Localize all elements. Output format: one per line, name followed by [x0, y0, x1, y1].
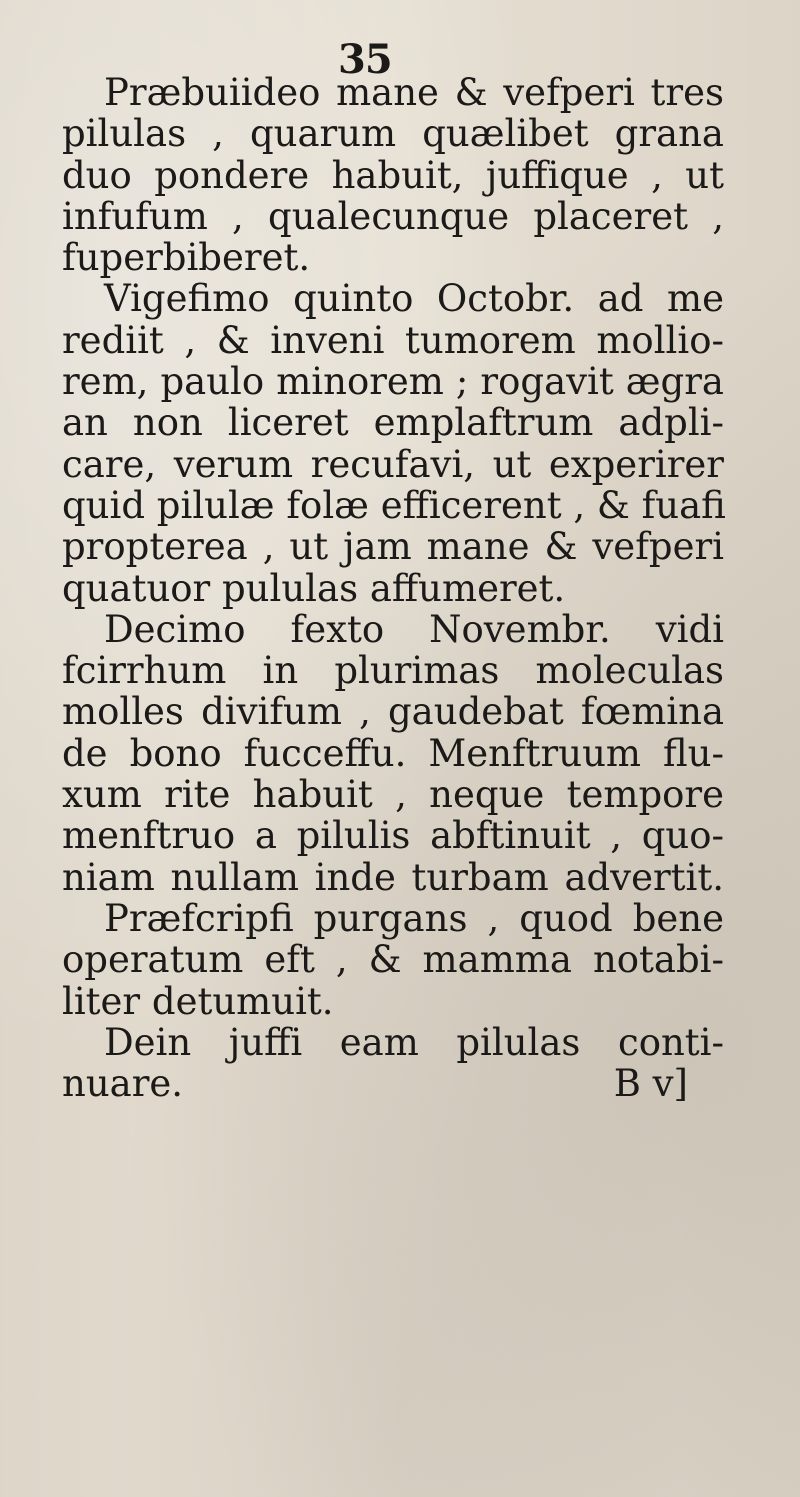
- text-line: Vigefimo quinto Octobr. ad me: [104, 277, 724, 321]
- text-line: de bono fucceffu. Menftruum flu-: [62, 731, 724, 775]
- text-line: liter detumuit.: [62, 979, 334, 1023]
- text-line: pilulas , quarum quælibet grana: [62, 112, 724, 156]
- text-line: quatuor pululas affumeret.: [62, 566, 566, 610]
- last-word: nuare.: [62, 1062, 184, 1106]
- text-line: fuperbiberet.: [62, 236, 311, 280]
- text-line: Præfcripfi purgans , quod bene: [104, 896, 724, 940]
- text-line: fcirrhum in plurimas moleculas: [62, 649, 724, 693]
- signature-mark: B v]: [613, 1062, 688, 1106]
- text-line: niam nullam inde turbam advertit.: [62, 855, 724, 899]
- text-line: menftruo a pilulis abftinuit , quo-: [62, 814, 724, 858]
- page-number: 35: [338, 36, 392, 83]
- text-line: operatum eft , & mamma notabi-: [62, 938, 724, 982]
- text-line: Decimo fexto Novembr. vidi: [104, 607, 724, 651]
- text-line: duo pondere habuit, juffique , ut: [62, 153, 724, 197]
- text-line: rem, paulo minorem ; rogavit ægra: [62, 360, 724, 404]
- text-line: care, verum recufavi, ut experirer: [62, 442, 724, 486]
- text-line: quid pilulæ folæ efficerent , & fuafi: [62, 483, 726, 527]
- body-text: [62, 72, 724, 1104]
- text-line: Præbuiideo mane & vefperi tres: [104, 71, 724, 114]
- final-line: [62, 1063, 724, 1104]
- text-line: Dein juffi eam pilulas conti-: [104, 1020, 724, 1064]
- text-line: rediit , & inveni tumorem mollio-: [62, 318, 724, 362]
- text-line: infufum , qualecunque placeret ,: [62, 194, 724, 238]
- text-line: molles divifum , gaudebat fœmina: [62, 690, 724, 734]
- text-line: xum rite habuit , neque tempore: [62, 773, 724, 817]
- paragraph-lines: [62, 72, 724, 1063]
- text-line: propterea , ut jam mane & vefperi: [62, 525, 724, 569]
- text-line: an non liceret emplaftrum adpli-: [62, 401, 724, 445]
